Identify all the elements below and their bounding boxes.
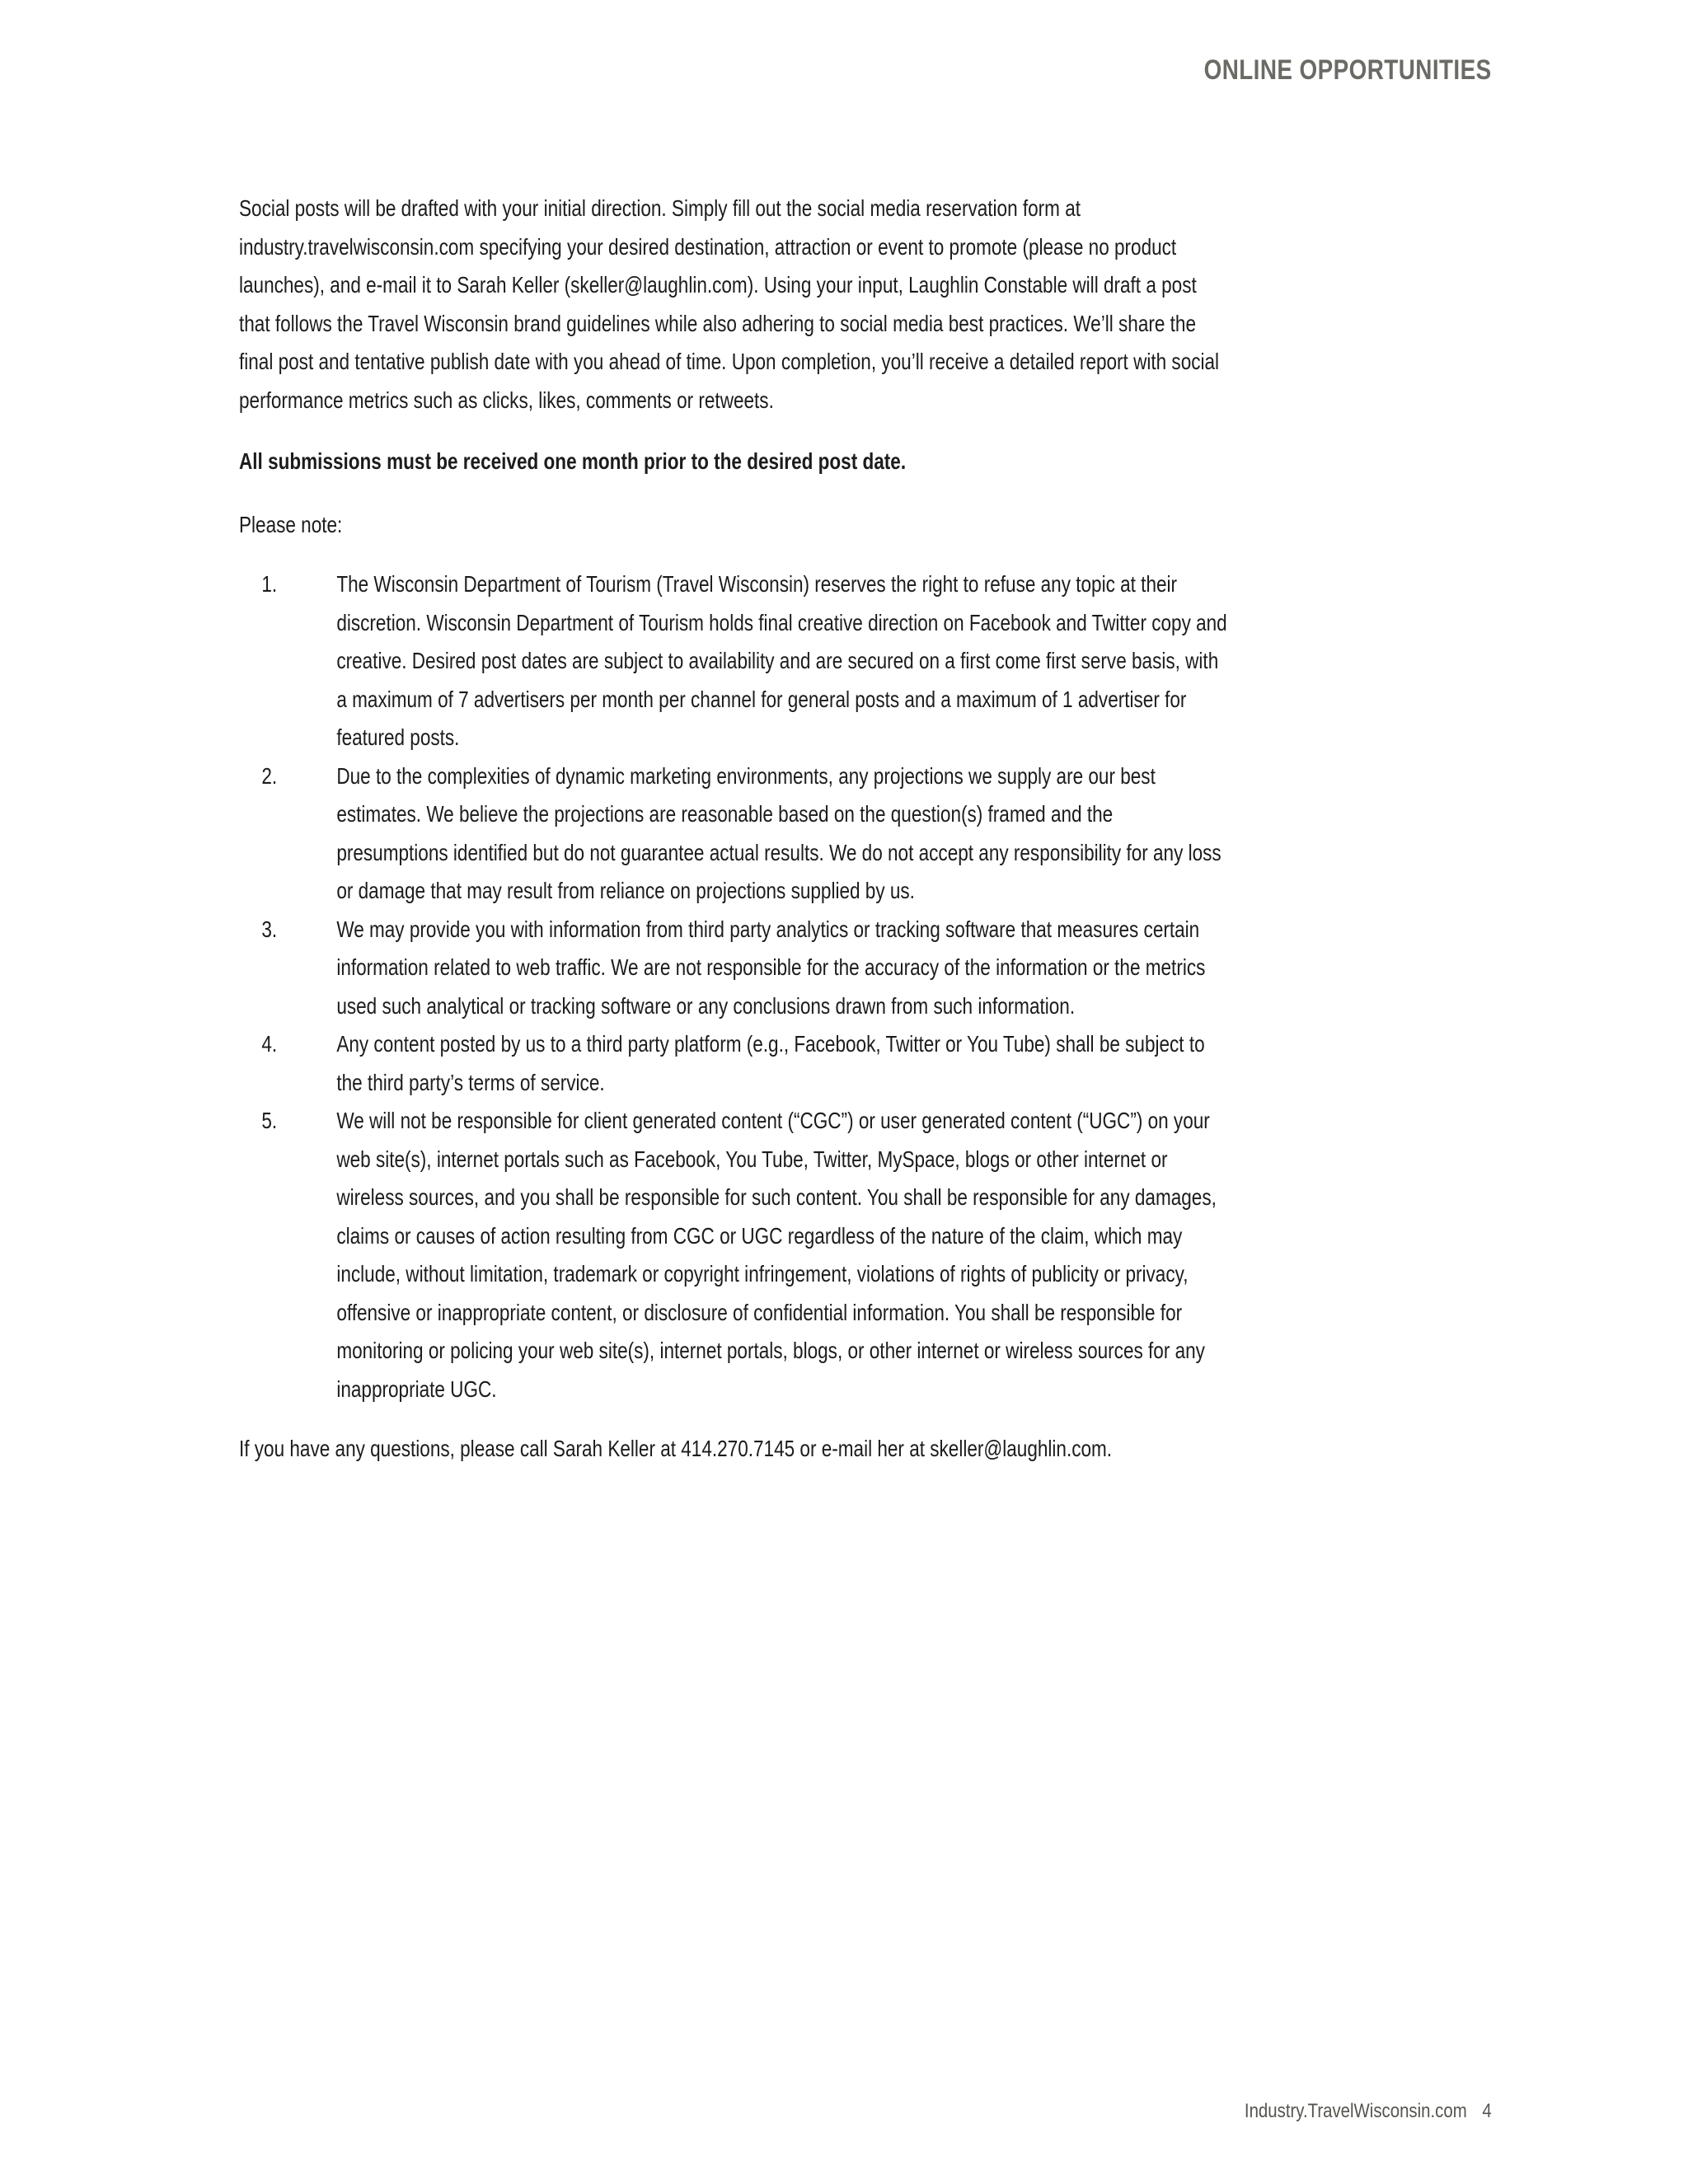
document-body xyxy=(239,190,1227,1469)
list-item-number: 1. xyxy=(261,571,278,597)
list-item xyxy=(239,1025,1227,1102)
list-item xyxy=(239,565,1227,757)
list-item-text: We may provide you with information from third party analytics or tracking software that measures certain information related to web traffic. We are not responsible for the accuracy of the information or the metrics used such analytical or tracking software or any conclusions drawn from such information. xyxy=(336,916,1206,1019)
intro-paragraph: Social posts will be drafted with your initial direction. Simply fill out the social media reservation form at industry.travelwisconsin.com specifying your desired destination, attraction or event to promote (please no product launches), and e-mail it to Sarah Keller (skeller@laughlin.com). Using your input, Laughlin Constable will draft a post that follows the Travel Wisconsin brand guidelines while also adhering to social media best practices. We’ll share the final post and tentative publish date with you ahead of time. Upon completion, you’ll receive a detailed report with social performance metrics such as clicks, likes, comments or retweets. xyxy=(239,195,1220,413)
list-item-number: 4. xyxy=(261,1031,278,1057)
list-item-text: We will not be responsible for client generated content (“CGC”) or user generated content (“UGC”) on your web site(s), internet portals such as Facebook, You Tube, Twitter, MySpace, blogs or other internet or wireless sources, and you shall be responsible for such content. You shall be responsible for any damages, claims or causes of action resulting from CGC or UGC regardless of the nature of the claim, which may include, without limitation, trademark or copyright infringement, violations of rights of publicity or privacy, offensive or inappropriate content, or disclosure of confidential information. You shall be responsible for monitoring or policing your web site(s), internet portals, blogs, or other internet or wireless sources for any inappropriate UGC. xyxy=(336,1108,1217,1402)
page-footer xyxy=(1245,2100,1492,2123)
list-item xyxy=(239,1102,1227,1408)
list-item-text: Any content posted by us to a third party platform (e.g., Facebook, Twitter or You Tube) shall be subject to the third party’s terms of service. xyxy=(336,1031,1205,1095)
list-item-text: Due to the complexities of dynamic marketing environments, any projections we supply are our best estimates. We believe the projections are reasonable based on the question(s) framed and the presumptions identified but do not guarantee actual results. We do not accept any responsibility for any loss or damage that may result from reliance on projections supplied by us. xyxy=(336,762,1221,903)
closing-paragraph: If you have any questions, please call Sarah Keller at 414.270.7145 or e-mail her at skeller@laughlin.com. xyxy=(239,1436,1113,1461)
list-item-number: 3. xyxy=(261,916,278,942)
list-item-number: 2. xyxy=(261,762,278,789)
page-number: 4 xyxy=(1482,2100,1492,2122)
section-title: ONLINE OPPORTUNITIES xyxy=(1204,54,1492,86)
deadline-notice: All submissions must be received one month prior to the desired post date. xyxy=(239,448,907,474)
note-label: Please note: xyxy=(239,511,343,537)
list-item-text: The Wisconsin Department of Tourism (Travel Wisconsin) reserves the right to refuse any topic at their discretion. Wisconsin Department of Tourism holds final creative direction on Facebook and Twitter copy and creative. Desired post dates are subject to availability and are secured on a first come first serve basis, with a maximum of 7 advertisers per month per channel for general posts and a maximum of 1 advertiser for featured posts. xyxy=(336,571,1227,750)
list-item xyxy=(239,757,1227,911)
list-item-number: 5. xyxy=(261,1108,278,1133)
footer-site: Industry.TravelWisconsin.com xyxy=(1245,2100,1467,2122)
list-item xyxy=(239,911,1227,1026)
notes-list xyxy=(239,565,1227,1408)
